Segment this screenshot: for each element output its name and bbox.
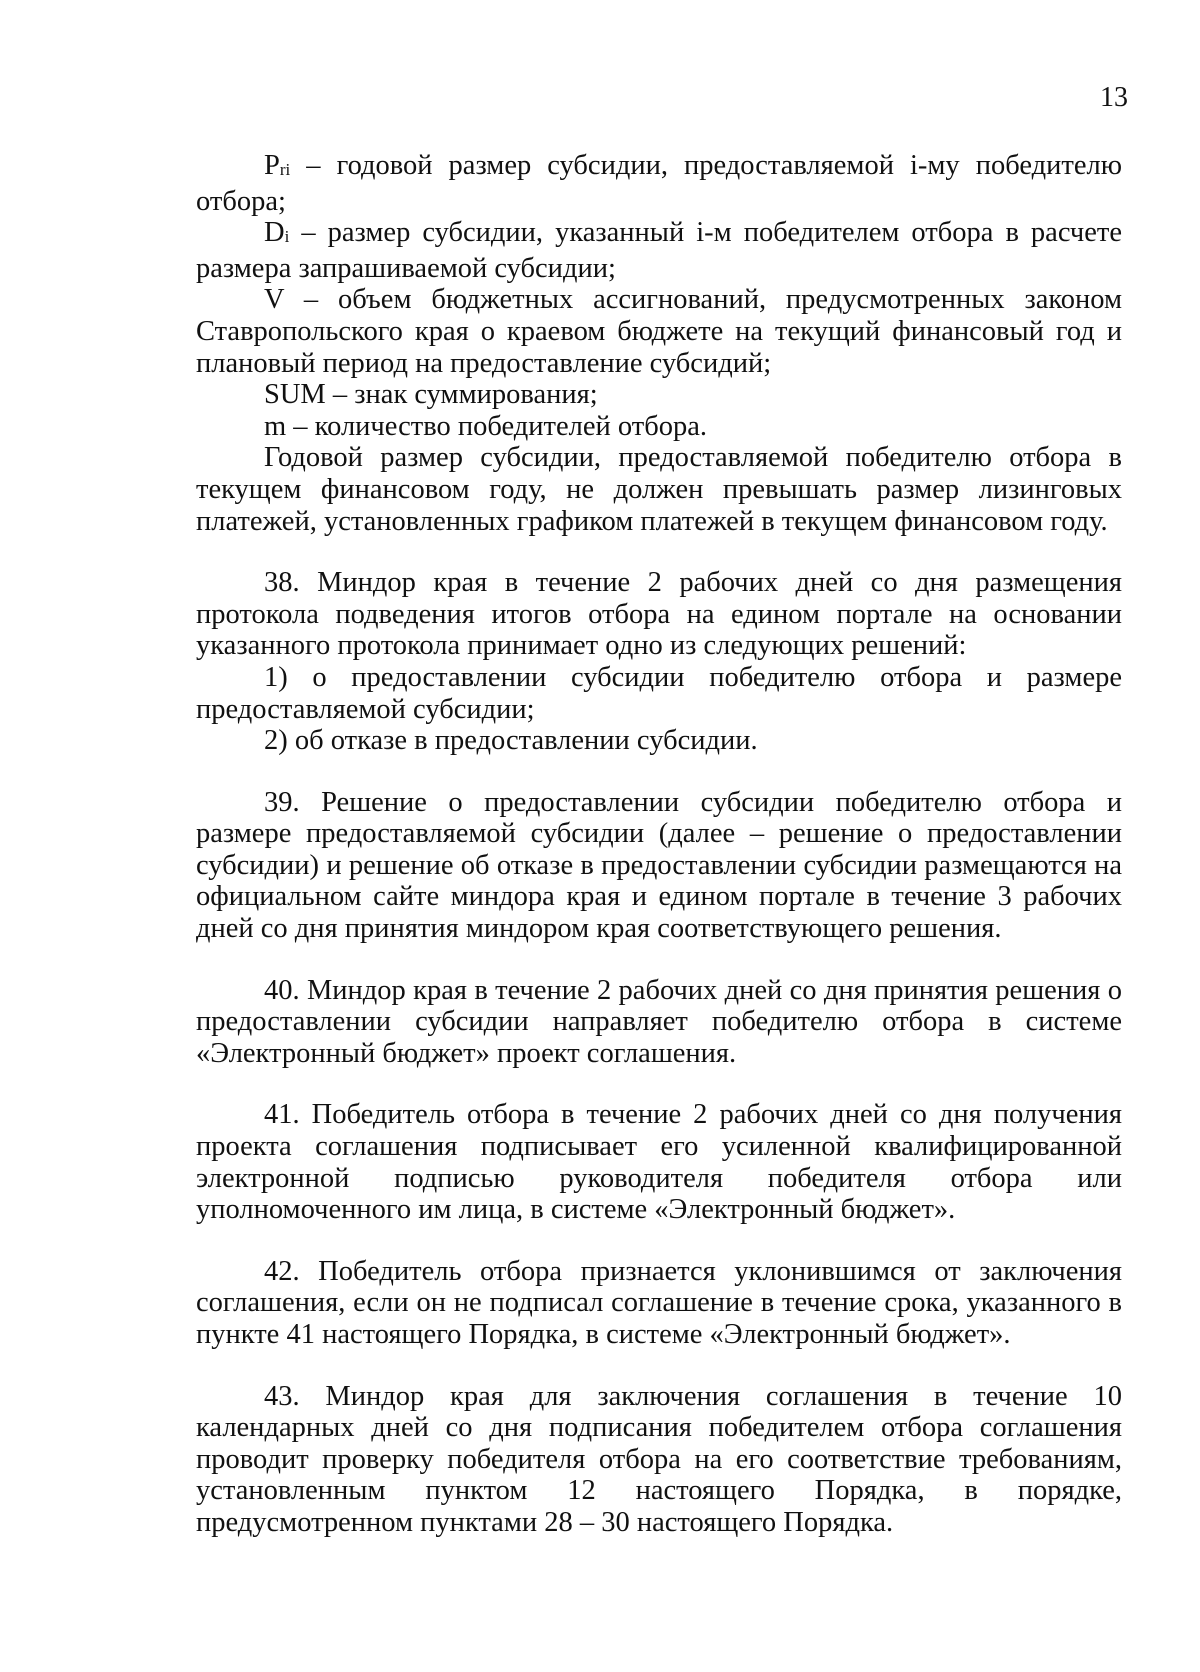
paragraph-42: 42. Победитель отбора признается уклонившимся от заключения соглашения, если он не подписал соглашение в течение срока, указанного в пункте 41 настоящего Порядка, в системе «Электронный бюджет». (196, 1255, 1122, 1350)
symbol: SUM (264, 379, 326, 411)
paragraph-annual-limit: Годовой размер субсидии, предоставляемой победителю отбора в текущем финансовом году, не должен превышать размер лизинговых платежей, установленных графиком платежей в текущем финансовом году. (196, 442, 1122, 537)
definition-text: – размер субсидии, указанный i-м победителем отбора в расчете размера запрашиваемой субсидии; (196, 217, 1122, 284)
symbol-subscript: i (284, 227, 290, 247)
symbol: m (264, 410, 287, 442)
definition-text: – количество победителей отбора. (286, 410, 707, 442)
page-number: 13 (1100, 82, 1128, 113)
paragraph-41: 41. Победитель отбора в течение 2 рабочих дней со дня получения проекта соглашения подписывает его усиленной квалифицированной электронной подписью руководителя победителя отбора или уполномоченного им лица, в системе «Электронный бюджет». (196, 1099, 1122, 1226)
definition-sum (196, 379, 1122, 411)
paragraph-38-item-2: 2) об отказе в предоставлении субсидии. (264, 725, 758, 757)
paragraph-39: 39. Решение о предоставлении субсидии победителю отбора и размере предоставляемой субсидии (далее – решение о предоставлении субсидии) и решение об отказе в предоставлении субсидии размещаются на официальном сайте миндора края и едином портале в течение 3 рабочих дней со дня принятия миндором края соответствующего решения. (196, 786, 1122, 945)
paragraph-40: 40. Миндор края в течение 2 рабочих дней со дня принятия решения о предоставлении субсидии направляет победителю отбора в системе «Электронный бюджет» проект соглашения. (196, 974, 1122, 1069)
symbol: V (264, 284, 285, 316)
paragraph-38: 38. Миндор края в течение 2 рабочих дней со дня размещения протокола подведения итогов отбора на едином портале на основании указанного протокола принимает одно из следующих решений: (196, 567, 1122, 662)
symbol: P (264, 150, 280, 181)
definition-di (196, 217, 1122, 284)
definition-text: – объем бюджетных ассигнований, предусмотренных законом Ставропольского края о краевом бюджете на текущий финансовый год и плановый период на предоставление субсидий; (196, 284, 1122, 379)
paragraph-43: 43. Миндор края для заключения соглашения в течение 10 календарных дней со дня подписания победителем отбора соглашения проводит проверку победителя отбора на его соответствие требованиям, установленным пунктом 12 настоящего Порядка, в порядке, предусмотренном пунктами 28 – 30 настоящего Порядка. (196, 1380, 1122, 1538)
definition-pri (196, 150, 1122, 217)
paragraph-38-item-1: 1) о предоставлении субсидии победителю отбора и размере предоставляемой субсидии; (196, 661, 1122, 725)
symbol-subscript: ri (279, 160, 291, 179)
definition-v (196, 284, 1122, 379)
definition-m (196, 411, 1122, 443)
document-body (196, 150, 1122, 1539)
definition-text: – знак суммирования; (325, 379, 598, 411)
definition-text: – годовой размер субсидии, предоставляемой i-му победителю отбора; (196, 150, 1122, 217)
symbol: D (264, 217, 285, 249)
